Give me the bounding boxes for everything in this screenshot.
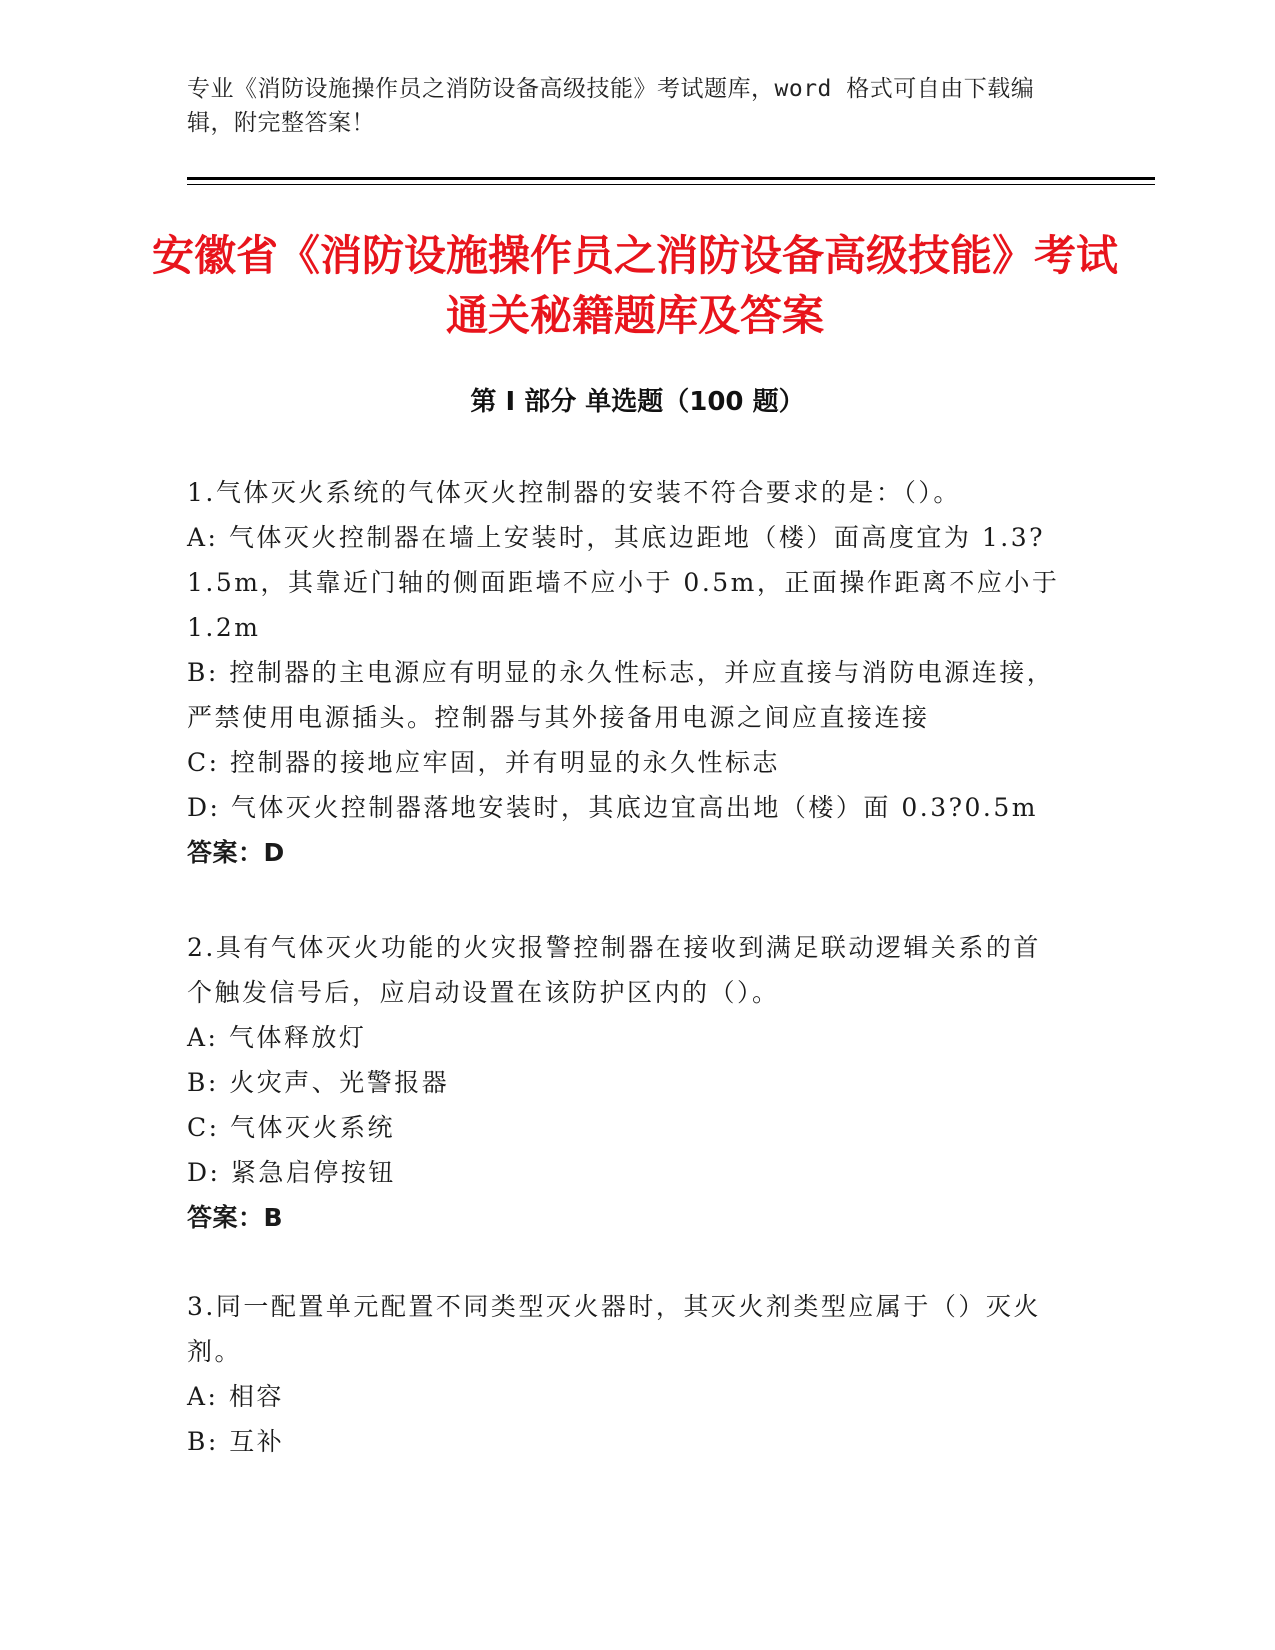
- option-b: B: 火灾声、光警报器: [187, 1068, 450, 1097]
- option-d: D: 气体灭火控制器落地安装时，其底边宜高出地（楼）面 0.3?0.5m: [187, 793, 1038, 822]
- answer: 答案：B: [187, 1203, 284, 1232]
- question-1: [187, 470, 1067, 875]
- header-note: 专业《消防设施操作员之消防设备高级技能》考试题库，word 格式可自由下载编辑，附完整答案！: [187, 76, 1035, 136]
- option-d: D: 紧急启停按钮: [187, 1158, 396, 1187]
- option-b: B: 控制器的主电源应有明显的永久性标志，并应直接与消防电源连接，严禁使用电源插头。控制器与其外接备用电源之间应直接连接: [187, 658, 1055, 732]
- option-a: A: 相容: [187, 1382, 284, 1411]
- question-stem: 2.具有气体灭火功能的火灾报警控制器在接收到满足联动逻辑关系的首个触发信号后，应启动设置在该防护区内的（）。: [187, 933, 1041, 1007]
- option-a: A: 气体灭火控制器在墙上安装时，其底边距地（楼）面高度宜为 1.3?1.5m，其靠近门轴的侧面距墙不应小于 0.5m，正面操作距离不应小于 1.2m: [187, 523, 1060, 642]
- option-b: B: 互补: [187, 1427, 285, 1456]
- option-c: C: 控制器的接地应牢固，并有明显的永久性标志: [187, 748, 780, 777]
- header-rule-thick: [187, 177, 1155, 180]
- question-stem: 1.气体灭火系统的气体灭火控制器的安装不符合要求的是：（）。: [187, 478, 961, 507]
- question-3: [187, 1284, 1067, 1464]
- section-heading: 第 I 部分 单选题（100 题）: [470, 387, 805, 417]
- header-rule-thin: [187, 184, 1155, 185]
- answer: 答案：D: [187, 838, 285, 867]
- option-c: C: 气体灭火系统: [187, 1113, 395, 1142]
- question-stem: 3.同一配置单元配置不同类型灭火器时，其灭火剂类型应属于（）灭火剂。: [187, 1292, 1041, 1366]
- option-a: A: 气体释放灯: [187, 1023, 367, 1052]
- question-2: [187, 925, 1067, 1240]
- document-title: 安徽省《消防设施操作员之消防设备高级技能》考试通关秘籍题库及答案: [151, 231, 1118, 340]
